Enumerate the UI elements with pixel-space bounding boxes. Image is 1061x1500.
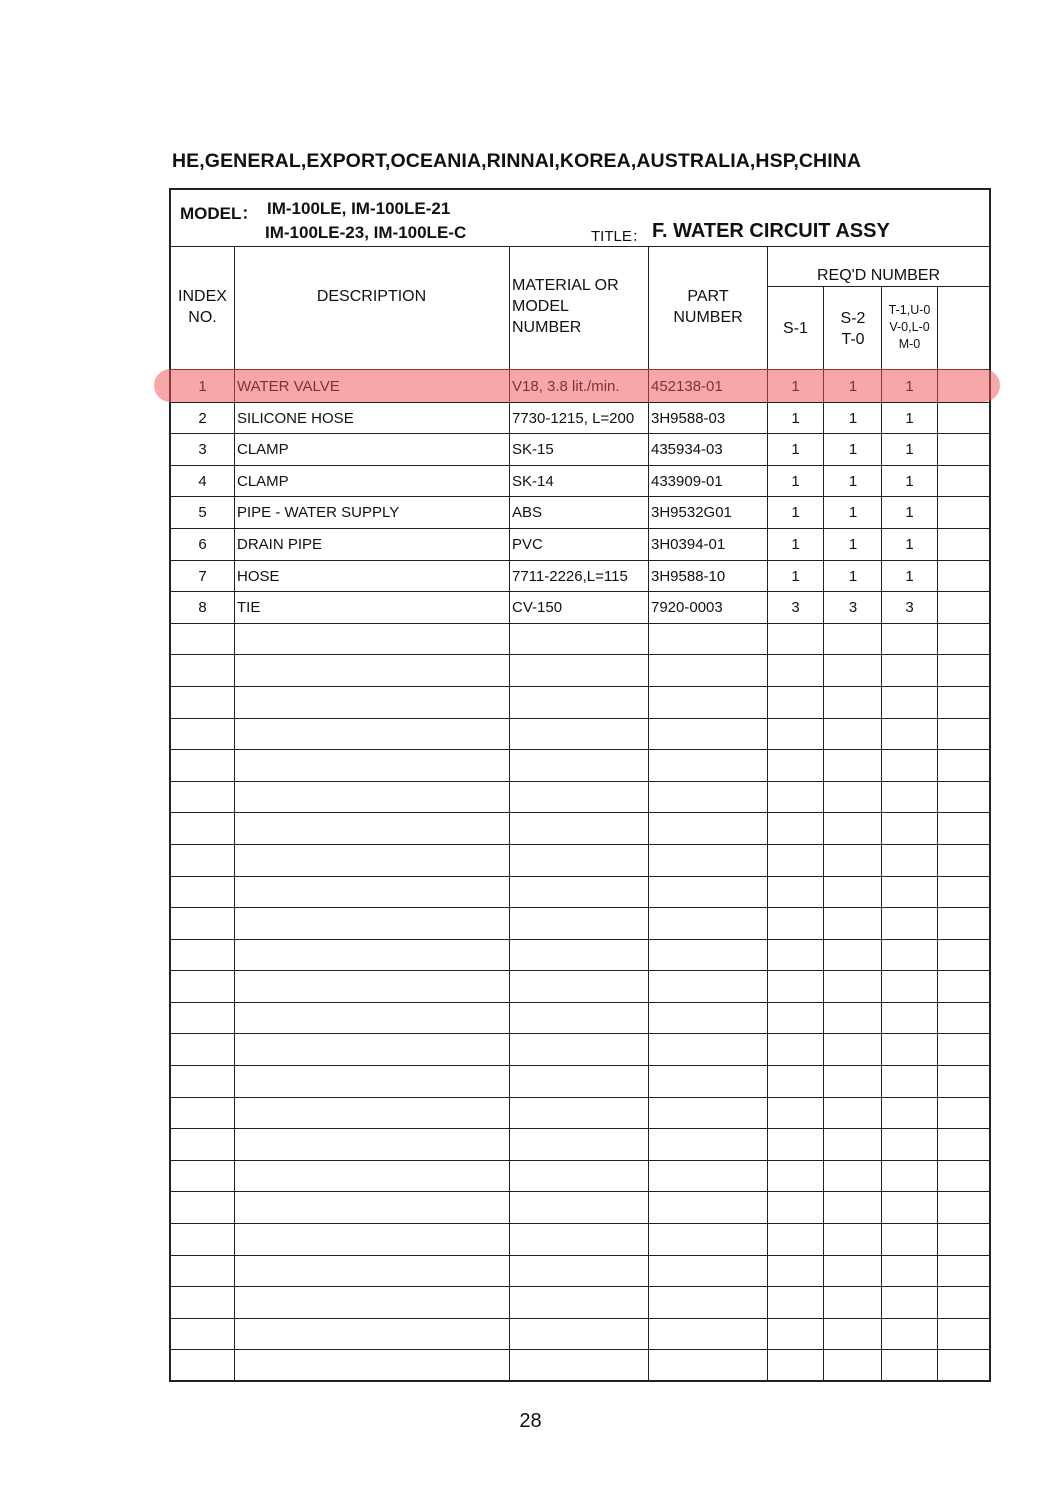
cell-s2: 1: [848, 504, 858, 522]
cell-s1: 1: [791, 472, 800, 490]
cell-index: 4: [198, 472, 207, 490]
table-row: [171, 403, 989, 435]
table-row: [171, 845, 989, 877]
cell-material: SK-15: [512, 441, 554, 459]
cell-part: 7920-0003: [651, 599, 723, 617]
table-row: [171, 466, 989, 498]
cell-material: 7730-1215, L=200: [512, 409, 635, 427]
cell-s1: 1: [791, 567, 800, 585]
header-part-line1: PART: [687, 288, 729, 305]
table-row: [171, 1224, 989, 1256]
table-row: [171, 940, 989, 972]
cell-index: 6: [198, 535, 207, 553]
cell-part: 433909-01: [651, 472, 723, 490]
cell-index: 8: [198, 599, 207, 617]
table-row: [171, 561, 989, 593]
markets-heading: HE,GENERAL,EXPORT,OCEANIA,RINNAI,KOREA,AUSTRALIA,HSP,CHINA: [172, 150, 862, 172]
cell-part: 3H9588-10: [651, 567, 726, 585]
table-row: [171, 497, 989, 529]
table-row: [171, 1066, 989, 1098]
cell-index: 7: [198, 567, 207, 585]
row-highlight: [154, 369, 1000, 402]
table-row: [171, 877, 989, 909]
header-material-line2: MODEL: [512, 298, 569, 315]
header-material-line3: NUMBER: [512, 319, 582, 336]
title-label: TITLE：: [591, 228, 647, 245]
header-description: DESCRIPTION: [316, 288, 427, 305]
cell-s1: 1: [791, 504, 800, 522]
cell-s2: 1: [848, 441, 858, 459]
cell-t1: 1: [905, 472, 914, 490]
cell-part: 3H9588-03: [651, 409, 726, 427]
table-row: [171, 687, 989, 719]
cell-material: SK-14: [512, 472, 554, 490]
header-t1: [882, 302, 937, 353]
model-line-2: IM-100LE-23, IM-100LE-C: [265, 223, 467, 242]
cell-t1: 1: [905, 441, 914, 459]
cell-s2: 1: [848, 472, 858, 490]
cell-material: 7711-2226,L=115: [512, 567, 628, 585]
table-row: [171, 529, 989, 561]
table-row: [171, 1034, 989, 1066]
cell-description: HOSE: [237, 567, 280, 585]
table-row: [171, 434, 989, 466]
table-row: [171, 1319, 989, 1351]
cell-index: 5: [198, 504, 207, 522]
header-s1: S-1: [783, 320, 808, 337]
table-row: [171, 655, 989, 687]
table-row: [171, 624, 989, 656]
table-row: [171, 750, 989, 782]
header-s2: [824, 308, 882, 350]
cell-part: 3H9532G01: [651, 504, 732, 522]
table-row: [171, 1129, 989, 1161]
header-reqd-number: REQ'D NUMBER: [816, 267, 941, 284]
cell-t1: 1: [905, 567, 914, 585]
table-row: [171, 1098, 989, 1130]
cell-t1: 3: [905, 599, 914, 617]
table-row: [171, 592, 989, 624]
cell-index: 3: [198, 441, 207, 459]
cell-part: 3H0394-01: [651, 535, 726, 553]
parts-table-body: [171, 371, 989, 1382]
header-t1-line2: V-0,L-0: [889, 320, 930, 334]
cell-s2: 1: [848, 409, 858, 427]
header-material: [512, 275, 648, 338]
cell-description: PIPE - WATER SUPPLY: [237, 504, 400, 522]
assembly-title: F. WATER CIRCUIT ASSY: [652, 220, 890, 242]
table-row: [171, 1256, 989, 1288]
cell-description: CLAMP: [237, 472, 289, 490]
table-row: [171, 971, 989, 1003]
cell-s1: 1: [791, 535, 800, 553]
header-part-line2: NUMBER: [673, 309, 743, 326]
table-row: [171, 719, 989, 751]
cell-material: ABS: [512, 504, 543, 522]
header-s2-line1: S-2: [840, 310, 866, 327]
table-row: [171, 1287, 989, 1319]
cell-s1: 1: [791, 441, 800, 459]
cell-s2: 1: [848, 567, 858, 585]
header-t1-line3: M-0: [898, 337, 921, 351]
cell-s1: 3: [791, 599, 800, 617]
header-index-line1: INDEX: [178, 288, 227, 305]
cell-part: 435934-03: [651, 441, 723, 459]
table-row: [171, 1003, 989, 1035]
cell-t1: 1: [905, 409, 914, 427]
cell-description: SILICONE HOSE: [237, 409, 354, 427]
header-part-number: [649, 286, 767, 328]
header-s2-line2: T-0: [841, 331, 865, 348]
page-number: 28: [519, 1410, 542, 1432]
cell-index: 2: [198, 409, 207, 427]
cell-s1: 1: [791, 409, 800, 427]
header-material-line1: MATERIAL OR: [512, 277, 619, 294]
table-row: [171, 813, 989, 845]
title-block: [171, 190, 989, 247]
cell-s2: 1: [848, 535, 858, 553]
cell-material: PVC: [512, 535, 543, 553]
model-line-1: IM-100LE, IM-100LE-21: [267, 199, 451, 218]
table-row: [171, 908, 989, 940]
cell-description: CLAMP: [237, 441, 289, 459]
table-row: [171, 782, 989, 814]
table-row: [171, 1350, 989, 1382]
header-t1-line1: T-1,U-0: [888, 303, 931, 317]
cell-description: DRAIN PIPE: [237, 535, 323, 553]
parts-list-sheet: [169, 188, 991, 1382]
cell-material: CV-150: [512, 599, 563, 617]
header-index-line2: NO.: [188, 309, 217, 326]
table-row: [171, 1192, 989, 1224]
cell-t1: 1: [905, 504, 914, 522]
reqd-divider: [768, 286, 989, 287]
model-label: MODEL：: [180, 204, 259, 223]
cell-s2: 3: [848, 599, 858, 617]
cell-t1: 1: [905, 535, 914, 553]
cell-description: TIE: [237, 599, 261, 617]
table-row: [171, 1161, 989, 1193]
header-index: [171, 286, 234, 328]
